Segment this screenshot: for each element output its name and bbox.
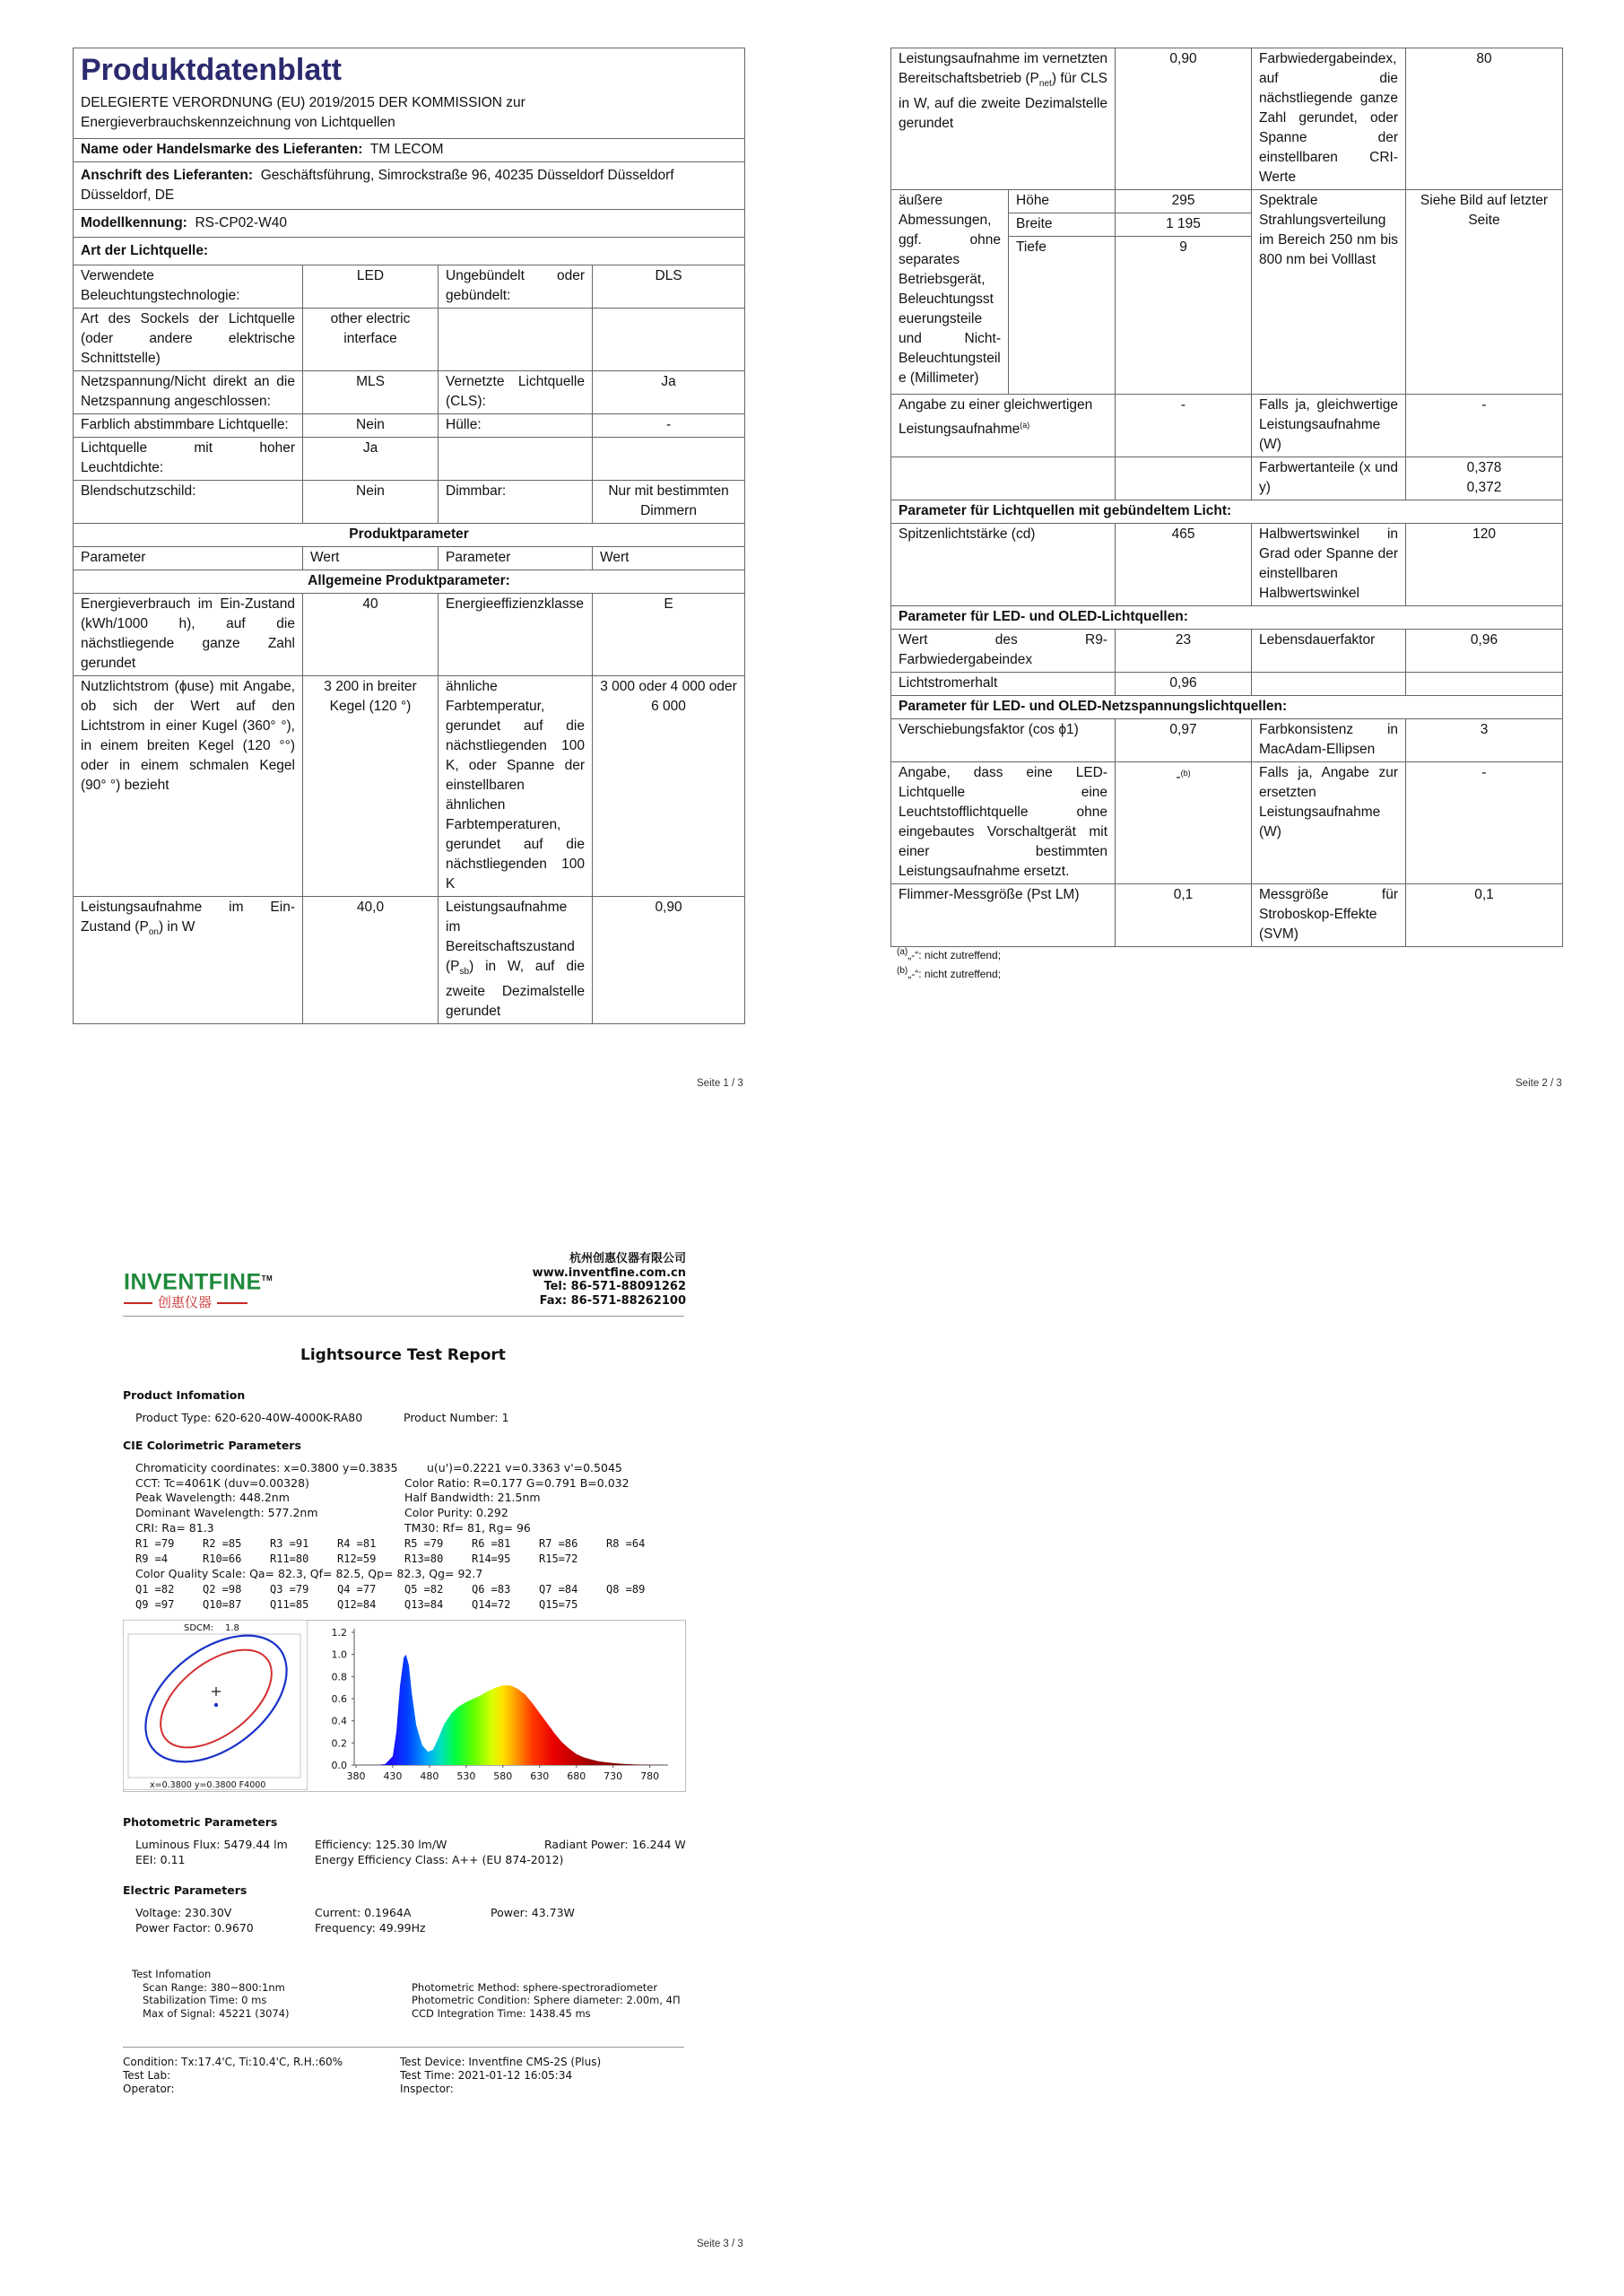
cell: - (1116, 395, 1252, 457)
index-value: R9 =4 (135, 1552, 169, 1565)
column-header: Parameter (439, 547, 593, 570)
y-tick-label: 0.2 (331, 1737, 347, 1750)
footer-row (123, 2083, 697, 2096)
column-header: Parameter (74, 547, 303, 570)
cie-value-right: Color Ratio: R=0.177 G=0.791 B=0.032 (404, 1475, 630, 1490)
test-lab: Test Lab: (123, 2069, 171, 2082)
inventfine-logo (124, 1267, 273, 1313)
section-heading: CIE Colorimetric Parameters (123, 1439, 301, 1452)
test-info-row (132, 2007, 706, 2021)
supplier-address-label: Anschrift des Lieferanten: (81, 168, 254, 183)
cell: Vernetzte Lichtquelle (CLS): (439, 371, 593, 414)
index-value: Q4 =77 (337, 1582, 377, 1596)
x-tick-label: 680 (567, 1770, 586, 1782)
cell: Flimmer-Messgröße (Pst LM) (891, 884, 1116, 947)
index-value: R6 =81 (472, 1536, 511, 1550)
superscript: (b) (897, 966, 908, 976)
index-value: Q11=85 (270, 1597, 309, 1611)
ellipse-caption: x=0.3800 y=0.3800 F4000 (150, 1780, 266, 1790)
logo-rule-left (124, 1302, 152, 1304)
datasheet-title: Produktdatenblatt (81, 53, 342, 87)
text: ) in W (158, 919, 195, 935)
test-footer (123, 2056, 697, 2096)
cell: Lichtquelle mit hoher Leuchtdichte: (74, 438, 303, 481)
table-row (74, 438, 745, 481)
index-value: R7 =86 (539, 1536, 578, 1550)
x-tick-label: 580 (493, 1770, 513, 1782)
text: Leistungsaufnahme im vernetzten Bereitschaftsbetrieb (P (899, 51, 1108, 86)
cell: äußere Abmessungen, ggf. ohne separates Betriebsgerät, Beleuchtungssteuerungsteile und Nicht-Beleuchtungsteile (Millimeter) (891, 190, 1009, 395)
cell: Wert des R9-Farbwiedergabeindex (891, 630, 1116, 673)
text: Leistungsaufnahme im Ein-Zustand (P (81, 900, 295, 935)
cell: 295 (1116, 190, 1252, 213)
cell: Angabe, dass eine LED-Lichtquelle eine Leuchtstofflichtquelle ohne eingebautes Vorschaltgerät mit einer bestimmten Leistungsaufnahme ersetzt. (891, 762, 1116, 884)
photometric-condition: Photometric Condition: Sphere diameter: 2.00m, 4Π (412, 1994, 681, 2006)
table-row (891, 762, 1563, 884)
cell: LED (303, 265, 439, 309)
page-number: Seite 3 / 3 (697, 2239, 743, 2249)
index-value: R5 =79 (404, 1536, 444, 1550)
spectrum-area (356, 1655, 664, 1765)
photometric-row (123, 1853, 697, 1868)
electric-section (123, 1883, 697, 1936)
logo-wordmark (124, 1267, 273, 1293)
luminous-flux: Luminous Flux: 5479.44 lm (135, 1837, 288, 1851)
cell (1406, 457, 1563, 500)
y-tick-label: 0.6 (331, 1693, 347, 1705)
cell: 0,96 (1116, 673, 1252, 696)
cell (593, 309, 745, 371)
logo-tm: TM (261, 1274, 274, 1283)
cell (1406, 673, 1563, 696)
electric-row (123, 1906, 697, 1921)
x-tick-label: 630 (530, 1770, 550, 1782)
cell: Verwendete Beleuchtungstechnologie: (74, 265, 303, 309)
cell: Ja (303, 438, 439, 481)
cell (593, 438, 745, 481)
radiant-power: Radiant Power: 16.244 W (544, 1837, 686, 1851)
cell: 0,96 (1406, 630, 1563, 673)
subscript: sb (459, 967, 470, 978)
power: Power: 43.73W (491, 1905, 575, 1919)
table-row (74, 481, 745, 524)
table-row (891, 395, 1563, 457)
test-device: Test Device: Inventfine CMS-2S (Plus) (400, 2056, 602, 2068)
cie-value-left: Chromaticity coordinates: x=0.3800 y=0.3835 (135, 1460, 398, 1474)
cqs-values-row (123, 1582, 697, 1597)
report-title: Lightsource Test Report (300, 1346, 506, 1364)
cell (1116, 457, 1252, 500)
product-info-section (123, 1388, 697, 1426)
section-heading: Photometric Parameters (123, 1815, 278, 1829)
cie-value-left: CCT: Tc=4061K (duv=0.00328) (135, 1475, 309, 1490)
scan-range: Scan Range: 380~800:1nm (143, 1980, 285, 1994)
cell: 40,0 (303, 897, 439, 1024)
text: Angabe zu einer gleichwertigen Leistungsaufnahme (899, 397, 1093, 438)
photometric-method: Photometric Method: sphere-spectroradiometer (412, 1980, 658, 1994)
table-row (74, 414, 745, 438)
test-info-row (132, 1981, 706, 1995)
test-info-section (132, 1968, 706, 2020)
test-info-row (132, 1994, 706, 2007)
cell: Farblich abstimmbare Lichtquelle: (74, 414, 303, 438)
header-divider (123, 1316, 684, 1317)
supplier-address-value: Geschäftsführung, Simrockstraße 96, 40235 Düsseldorf Düsseldorf Düsseldorf, DE (81, 168, 674, 203)
superscript: (a) (1020, 421, 1030, 430)
table-row (74, 371, 745, 414)
cell: 0,90 (593, 897, 745, 1024)
cell: Ja (593, 371, 745, 414)
footnote-a (897, 947, 1001, 961)
cell: Breite (1009, 213, 1116, 237)
cie-line (135, 1521, 697, 1536)
superscript: (b) (1180, 769, 1191, 778)
cie-line (135, 1506, 697, 1521)
product-number: Product Number: 1 (404, 1410, 509, 1424)
x-tick-label: 430 (383, 1770, 403, 1782)
text: Leistungsaufnahme im Bereitschaftszustand (P (446, 900, 575, 974)
footer-row (123, 2056, 697, 2069)
power-factor: Power Factor: 0.9670 (135, 1920, 254, 1935)
text: ) in W, auf die zweite Dezimalstelle gerundet (446, 959, 585, 1020)
cell: Nein (303, 481, 439, 524)
index-value: R2 =85 (203, 1536, 242, 1550)
cell (439, 897, 593, 1024)
cell: Lichtstromerhalt (891, 673, 1116, 696)
table-row (891, 884, 1563, 947)
photometric-row (123, 1838, 697, 1853)
index-value: R13=80 (404, 1552, 444, 1565)
index-value: R12=59 (337, 1552, 377, 1565)
table-row (891, 719, 1563, 762)
cell: Energieverbrauch im Ein-Zustand (kWh/1000 h), auf die nächstliegende ganze Zahl gerundet (74, 594, 303, 676)
cell (891, 395, 1116, 457)
led-heading: Parameter für LED- und OLED-Lichtquellen: (891, 606, 1563, 630)
section-heading: Electric Parameters (123, 1883, 248, 1897)
index-value: Q15=75 (539, 1597, 578, 1611)
general-params-heading: Allgemeine Produktparameter: (74, 570, 745, 594)
section-heading: Test Infomation (132, 1968, 212, 1980)
cie-value-left: CRI: Ra= 81.3 (135, 1520, 214, 1535)
cell: Tiefe (1009, 237, 1116, 395)
index-value: R15=72 (539, 1552, 578, 1565)
efficiency: Efficiency: 125.30 lm/W (315, 1837, 447, 1851)
cell: - (593, 414, 745, 438)
cell: - (1406, 762, 1563, 884)
column-header: Wert (303, 547, 439, 570)
photometric-section (123, 1815, 697, 1868)
max-signal: Max of Signal: 45221 (3074) (143, 2006, 290, 2020)
table-row (891, 630, 1563, 673)
logo-subline (124, 1293, 249, 1313)
cell: Nur mit bestimmten Dimmern (593, 481, 745, 524)
cell: Spektrale Strahlungsverteilung im Bereich 250 nm bis 800 nm bei Volllast (1252, 190, 1406, 395)
index-value: Q1 =82 (135, 1582, 175, 1596)
subscript: net (1038, 79, 1052, 90)
voltage: Voltage: 230.30V (135, 1905, 232, 1919)
footnote-b (897, 966, 1001, 980)
cell: Ungebündelt oder gebündelt: (439, 265, 593, 309)
cell: E (593, 594, 745, 676)
table-header-row (74, 547, 745, 570)
cell: Verschiebungsfaktor (cos ϕ1) (891, 719, 1116, 762)
sdcm-label: SDCM: (184, 1623, 214, 1633)
cell: 0,97 (1116, 719, 1252, 762)
subscript: on (148, 927, 159, 938)
mains-heading: Parameter für LED- und OLED-Netzspannungslichtquellen: (891, 696, 1563, 719)
text: „-“: nicht zutreffend; (908, 968, 1002, 980)
index-value: R11=80 (270, 1552, 309, 1565)
table-row (891, 673, 1563, 696)
product-type: Product Type: 620-620-40W-4000K-RA80 (135, 1410, 363, 1424)
contact-block (466, 1252, 686, 1308)
text: „-“: nicht zutreffend; (908, 949, 1002, 961)
light-source-type-heading: Art der Lichtquelle: (74, 238, 745, 265)
cell: Nutzlichtstrom (ϕuse) mit Angabe, ob sich der Wert auf den Lichtstrom in einer Kugel (360° °), in einem breiten Kegel (120 °°) oder in einem schmalen Kegel (90° °) bezieht (74, 676, 303, 897)
index-value: Q7 =84 (539, 1582, 578, 1596)
supplier-name-label: Name oder Handelsmarke des Lieferanten: (81, 142, 363, 157)
operator: Operator: (123, 2083, 175, 2095)
index-value: Q9 =97 (135, 1597, 175, 1611)
footer-divider (123, 2047, 684, 2048)
chromaticity-y: 0,372 (1466, 480, 1502, 495)
cell: Siehe Bild auf letzter Seite (1406, 190, 1563, 395)
index-value: R10=66 (203, 1552, 242, 1565)
cqs-line: Color Quality Scale: Qa= 82.3, Qf= 82.5, Qp= 82.3, Qg= 92.7 (135, 1566, 483, 1580)
index-value: R4 =81 (337, 1536, 377, 1550)
cell: ähnliche Farbtemperatur, gerundet auf die nächstliegenden 100 K, oder Spanne der einstellbaren ähnlichen Farbtemperaturen, gerundet auf die nächstliegenden 100 K (439, 676, 593, 897)
eei: EEI: 0.11 (135, 1852, 186, 1866)
cie-section (123, 1439, 697, 1613)
section-heading: Product Infomation (123, 1388, 246, 1402)
model-value: RS-CP02-W40 (195, 215, 287, 230)
cell: Blendschutzschild: (74, 481, 303, 524)
cie-value-right: Color Purity: 0.292 (404, 1506, 508, 1520)
company-name-cn: 杭州创惠仪器有限公司 (569, 1252, 686, 1265)
cell: Dimmbar: (439, 481, 593, 524)
cie-parameter-lines (123, 1461, 697, 1536)
cell: Art des Sockels der Lichtquelle (oder andere elektrische Schnittstelle) (74, 309, 303, 371)
index-value: Q5 =82 (404, 1582, 444, 1596)
cell: other electric interface (303, 309, 439, 371)
cell: 23 (1116, 630, 1252, 673)
index-value: Q12=84 (337, 1597, 377, 1611)
cie-value-left: Peak Wavelength: 448.2nm (135, 1491, 290, 1505)
y-tick-label: 0.8 (331, 1671, 347, 1683)
cell: 0,90 (1116, 48, 1252, 190)
cell (1116, 762, 1252, 884)
cell: Hülle: (439, 414, 593, 438)
cri-values-row (123, 1536, 697, 1552)
x-tick-label: 480 (420, 1770, 439, 1782)
test-time: Test Time: 2021-01-12 16:05:34 (400, 2069, 573, 2082)
cell: Nein (303, 414, 439, 438)
fax: Fax: 86-571-88262100 (539, 1293, 686, 1308)
cell: 0,1 (1406, 884, 1563, 947)
cell: 9 (1116, 237, 1252, 395)
x-tick-label: 730 (604, 1770, 623, 1782)
stabilization-time: Stabilization Time: 0 ms (143, 1994, 267, 2006)
regulation-text: DELEGIERTE VERORDNUNG (EU) 2019/2015 DER KOMMISSION zur Energieverbrauchskennzeichnung von Lichtquellen (81, 95, 525, 130)
test-conditions: Condition: Tx:17.4'C, Ti:10.4'C, R.H.:60% (123, 2056, 343, 2068)
cell: 0,1 (1116, 884, 1252, 947)
superscript: (a) (897, 947, 908, 957)
cell (439, 309, 593, 371)
cell: Halbwertswinkel in Grad oder Spanne der einstellbaren Halbwertswinkel (1252, 524, 1406, 606)
index-value: R8 =64 (606, 1536, 646, 1550)
cell: Farbkonsistenz in MacAdam-Ellipsen (1252, 719, 1406, 762)
table-row (74, 897, 745, 1024)
y-tick-label: 1.2 (331, 1627, 347, 1639)
cie-value-right: u(u')=0.2221 v=0.3363 v'=0.5045 (427, 1460, 622, 1474)
ccd-integration: CCD Integration Time: 1438.45 ms (412, 2006, 591, 2020)
index-value: Q13=84 (404, 1597, 444, 1611)
telephone: Tel: 86-571-88091262 (543, 1280, 686, 1293)
cell: 465 (1116, 524, 1252, 606)
x-tick-label: 380 (346, 1770, 366, 1782)
cie-line (135, 1491, 697, 1506)
index-value: Q14=72 (472, 1597, 511, 1611)
x-tick-label: 780 (640, 1770, 660, 1782)
product-datasheet-table-1 (73, 48, 745, 1024)
logo-chinese: 创惠仪器 (158, 1294, 213, 1311)
product-line (123, 1411, 697, 1426)
table-row (74, 594, 745, 676)
cie-value-right: TM30: Rf= 81, Rg= 96 (404, 1520, 531, 1535)
cie-line (135, 1476, 697, 1492)
cqs-values-row (123, 1597, 697, 1613)
cell: 1 195 (1116, 213, 1252, 237)
cell: 80 (1406, 48, 1563, 190)
page-number: Seite 1 / 3 (697, 1078, 743, 1089)
cell (891, 457, 1116, 500)
text: - (1176, 770, 1181, 786)
index-value: Q3 =79 (270, 1582, 309, 1596)
table-row (891, 524, 1563, 606)
table-row (74, 309, 745, 371)
cell: Farbwiedergabeindex, auf die nächstliegende ganze Zahl gerundet, oder Spanne der einstellbaren CRI-Werte (1252, 48, 1406, 190)
column-header: Wert (593, 547, 745, 570)
inspector: Inspector: (400, 2083, 454, 2095)
cie-value-right: Half Bandwidth: 21.5nm (404, 1491, 541, 1505)
cell (1252, 673, 1406, 696)
cie-line (135, 1461, 697, 1476)
index-value: Q10=87 (203, 1597, 242, 1611)
index-value: R1 =79 (135, 1536, 175, 1550)
current: Current: 0.1964A (315, 1905, 412, 1919)
cell: MLS (303, 371, 439, 414)
energy-efficiency-class: Energy Efficiency Class: A++ (EU 874-2012) (315, 1852, 564, 1866)
index-value: Q2 =98 (203, 1582, 242, 1596)
cri-values-row (123, 1552, 697, 1567)
y-tick-label: 1.0 (331, 1648, 347, 1661)
macadam-ellipse-chart (123, 1620, 308, 1790)
product-datasheet-table-2 (890, 48, 1563, 947)
x-tick-label: 530 (456, 1770, 476, 1782)
y-tick-label: 0.4 (331, 1715, 347, 1727)
y-tick-label: 0.0 (331, 1760, 347, 1771)
text: ) für CLS in W, auf die zweite Dezimalstelle gerundet (899, 71, 1108, 132)
measured-point (214, 1703, 218, 1707)
logo-rule-right (217, 1302, 248, 1304)
index-value: R14=95 (472, 1552, 511, 1565)
footer-row (123, 2069, 697, 2083)
table-row (891, 48, 1563, 190)
cell: Messgröße für Stroboskop-Effekte (SVM) (1252, 884, 1406, 947)
table-row (74, 676, 745, 897)
product-params-heading: Produktparameter (74, 524, 745, 547)
table-row (891, 457, 1563, 500)
cell: 120 (1406, 524, 1563, 606)
table-row (891, 190, 1563, 213)
index-value: R3 =91 (270, 1536, 309, 1550)
cell: 3 000 oder 4 000 oder 6 000 (593, 676, 745, 897)
cell: Höhe (1009, 190, 1116, 213)
cell: 3 (1406, 719, 1563, 762)
cell (74, 897, 303, 1024)
cell: Falls ja, Angabe zur ersetzten Leistungsaufnahme (W) (1252, 762, 1406, 884)
cell: Lebensdauerfaktor (1252, 630, 1406, 673)
cell: DLS (593, 265, 745, 309)
cell (891, 48, 1116, 190)
cell: Falls ja, gleichwertige Leistungsaufnahme (W) (1252, 395, 1406, 457)
index-value: Q8 =89 (606, 1582, 646, 1596)
logo-text: INVENTFINE (124, 1269, 262, 1295)
cell: 3 200 in breiter Kegel (120 °) (303, 676, 439, 897)
cie-value-left: Dominant Wavelength: 577.2nm (135, 1506, 318, 1520)
frequency: Frequency: 49.99Hz (315, 1920, 426, 1935)
sdcm-value: 1.8 (225, 1623, 239, 1633)
cell: 40 (303, 594, 439, 676)
cell (439, 438, 593, 481)
table-row (74, 265, 745, 309)
chromaticity-x: 0,378 (1466, 460, 1502, 475)
cell: Farbwertanteile (x und y) (1252, 457, 1406, 500)
page-number: Seite 2 / 3 (1515, 1078, 1562, 1089)
index-value: Q6 =83 (472, 1582, 511, 1596)
cell: Netzspannung/Nicht direkt an die Netzspannung angeschlossen: (74, 371, 303, 414)
cell: - (1406, 395, 1563, 457)
supplier-name-value: TM LECOM (369, 142, 444, 157)
model-label: Modellkennung: (81, 215, 187, 230)
cell: Energieeffizienzklasse (439, 594, 593, 676)
website: www.inventfine.com.cn (532, 1265, 686, 1280)
directional-heading: Parameter für Lichtquellen mit gebündeltem Licht: (891, 500, 1563, 524)
cell: Spitzenlichtstärke (cd) (891, 524, 1116, 606)
electric-row (123, 1921, 697, 1936)
spectrum-chart (308, 1620, 684, 1790)
